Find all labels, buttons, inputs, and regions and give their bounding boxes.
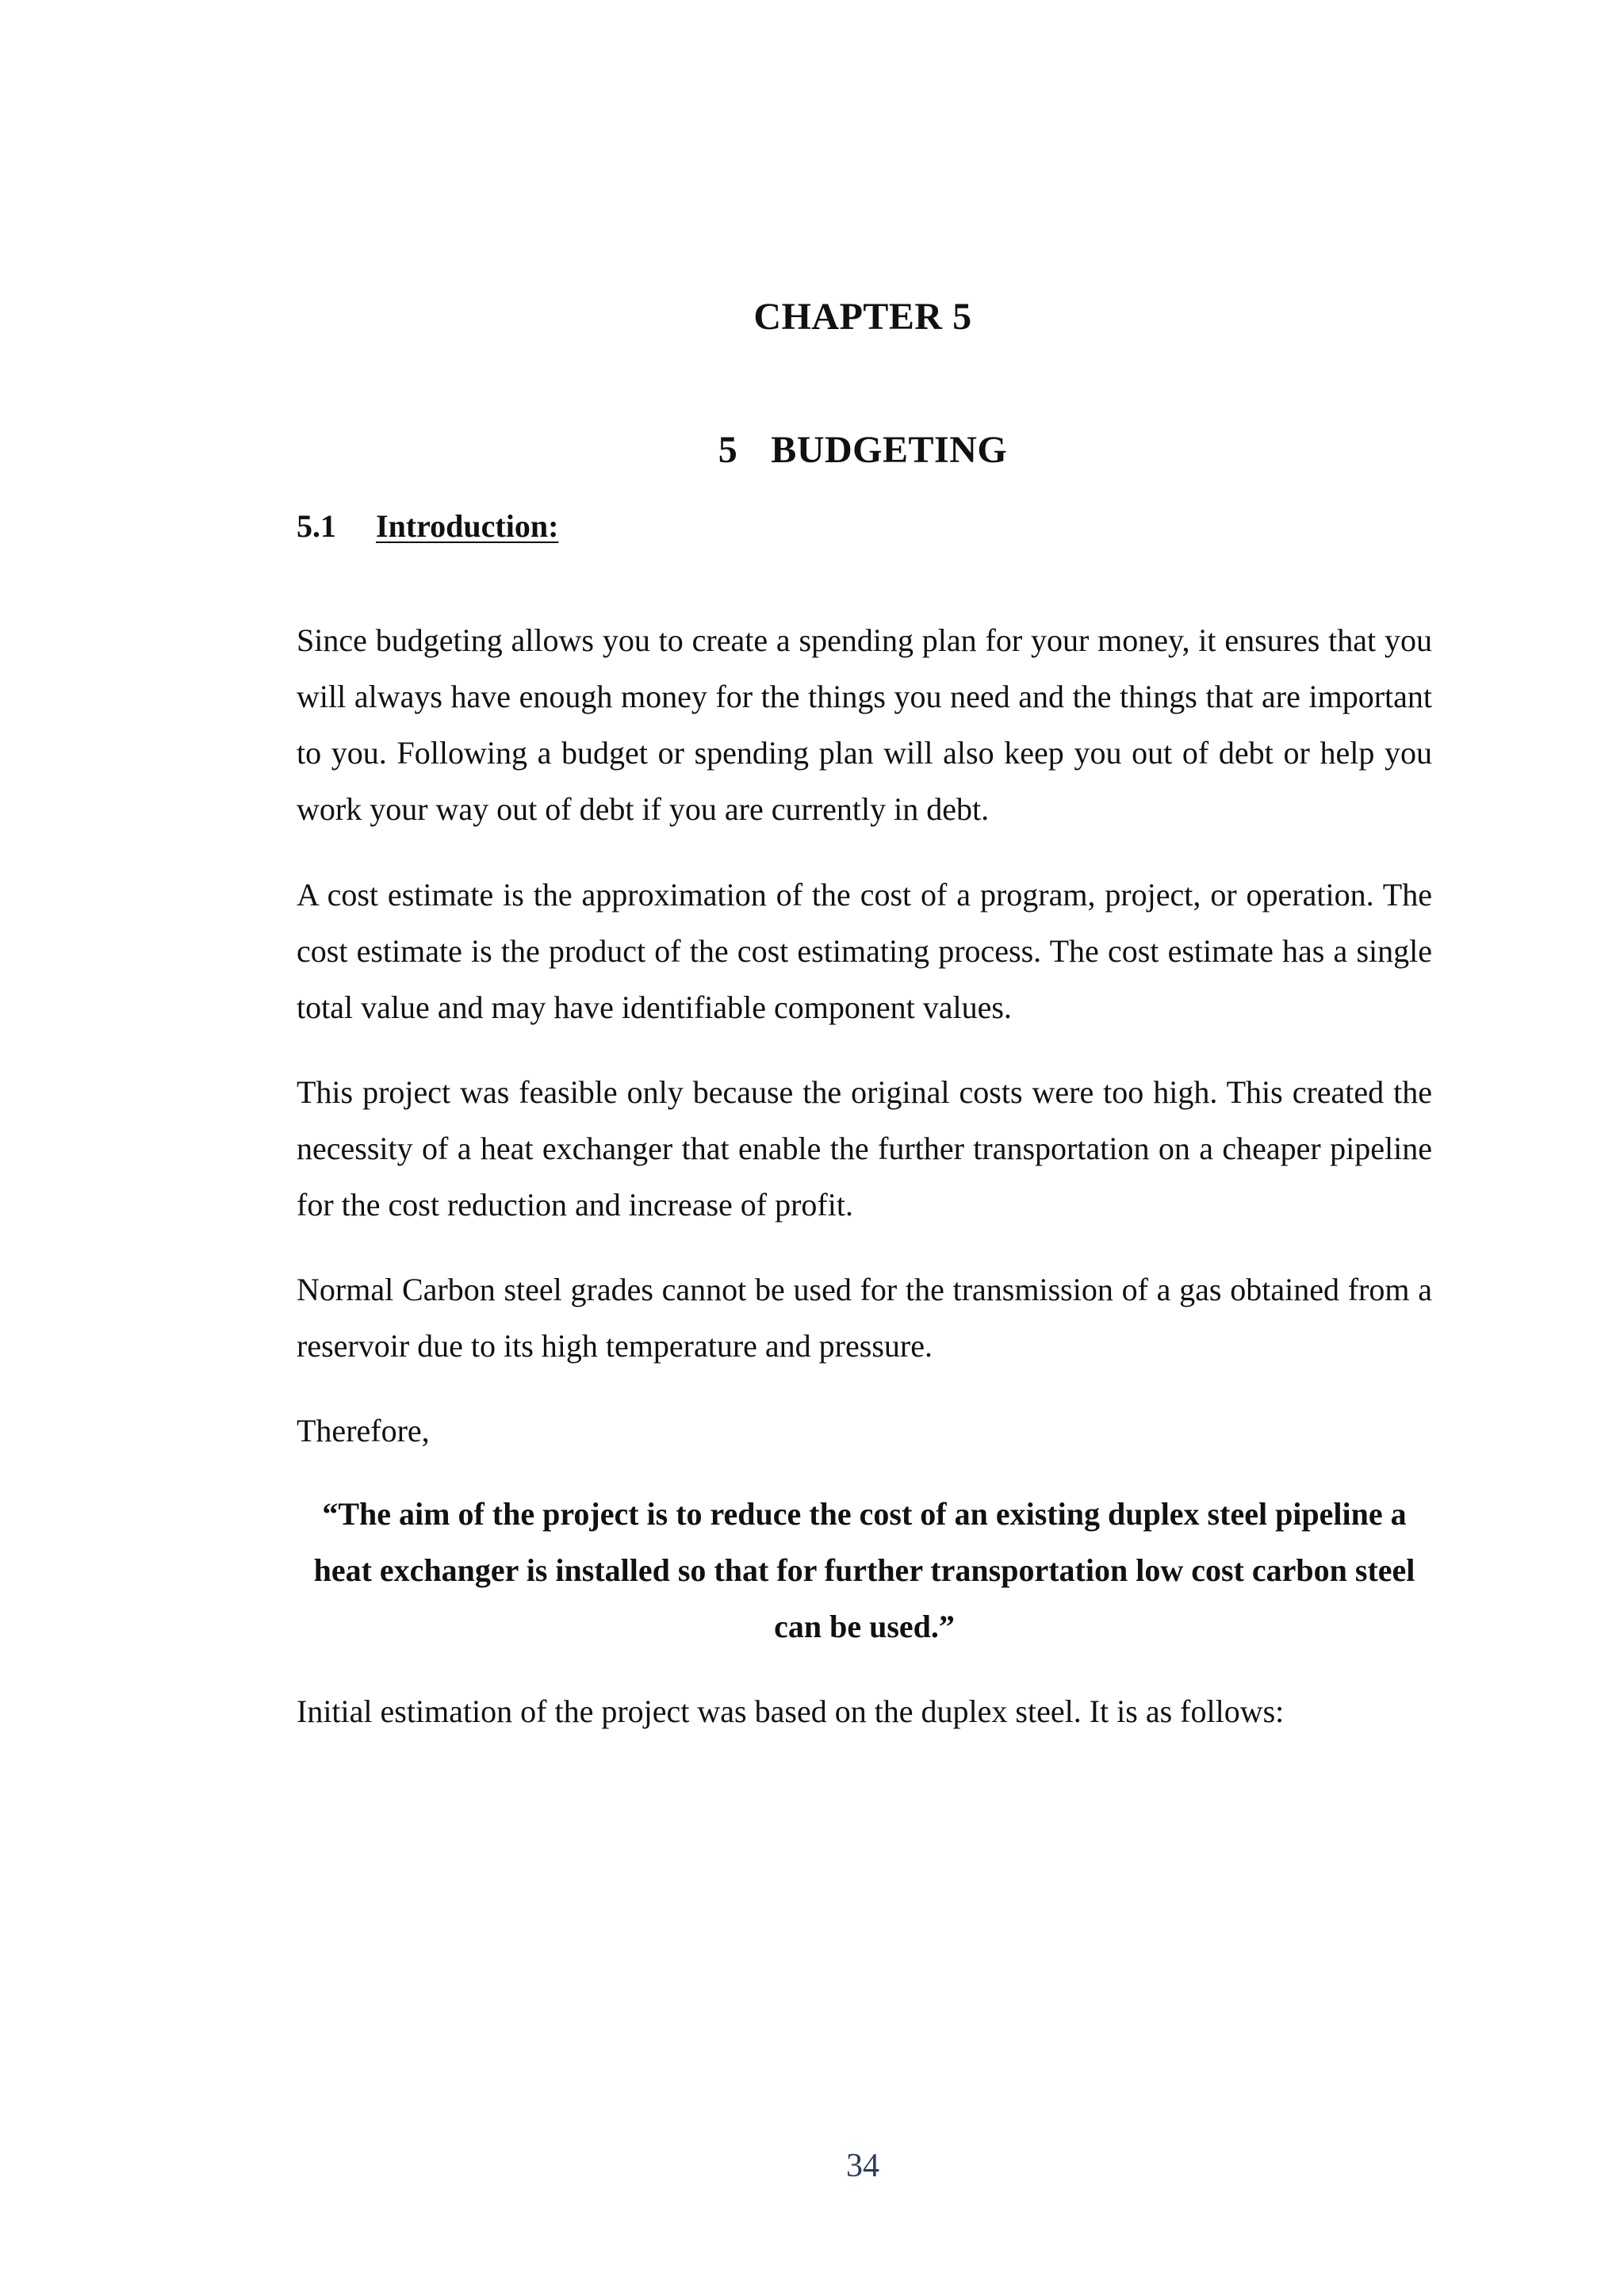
paragraph-therefore: Therefore, — [297, 1413, 430, 1448]
aim-quote: “The aim of the project is to reduce the cost of an existing duplex steel pipeline a heat exchanger is installed so that for further transportation low cost carbon steel can be used.” — [313, 1496, 1415, 1644]
section-heading — [297, 507, 558, 545]
paragraph-cost-estimate: A cost estimate is the approximation of the cost of a program, project, or operation. The cost estimate is the product of the cost estimating process. The cost estimate has a single total value and may have identifiable component values. — [297, 877, 1432, 1025]
section-title: Introduction: — [376, 508, 559, 544]
paragraph-initial-estimation: Initial estimation of the project was based on the duplex steel. It is as follows: — [297, 1693, 1285, 1729]
paragraph-carbon-steel: Normal Carbon steel grades cannot be used for the transmission of a gas obtained from a reservoir due to its high temperature and pressure. — [297, 1272, 1432, 1364]
chapter-title: BUDGETING — [771, 429, 1008, 471]
chapter-label: CHAPTER 5 — [753, 296, 972, 338]
section-number: 5.1 — [297, 508, 336, 544]
chapter-heading — [0, 428, 1624, 472]
chapter-number: 5 — [718, 429, 738, 471]
paragraph-feasibility: This project was feasible only because the original costs were too high. This created the necessity of a heat exchanger that enable the further transportation on a cheaper pipeline for the cost reduction and increase of profit. — [297, 1074, 1432, 1223]
paragraph-budgeting: Since budgeting allows you to create a spending plan for your money, it ensures that you will always have enough money for the things you need and the things that are important to you. Following a budget or spending plan will also keep you out of debt or help you work your way out of debt if you are currently in debt. — [297, 622, 1432, 827]
page-number: 34 — [846, 2148, 879, 2184]
